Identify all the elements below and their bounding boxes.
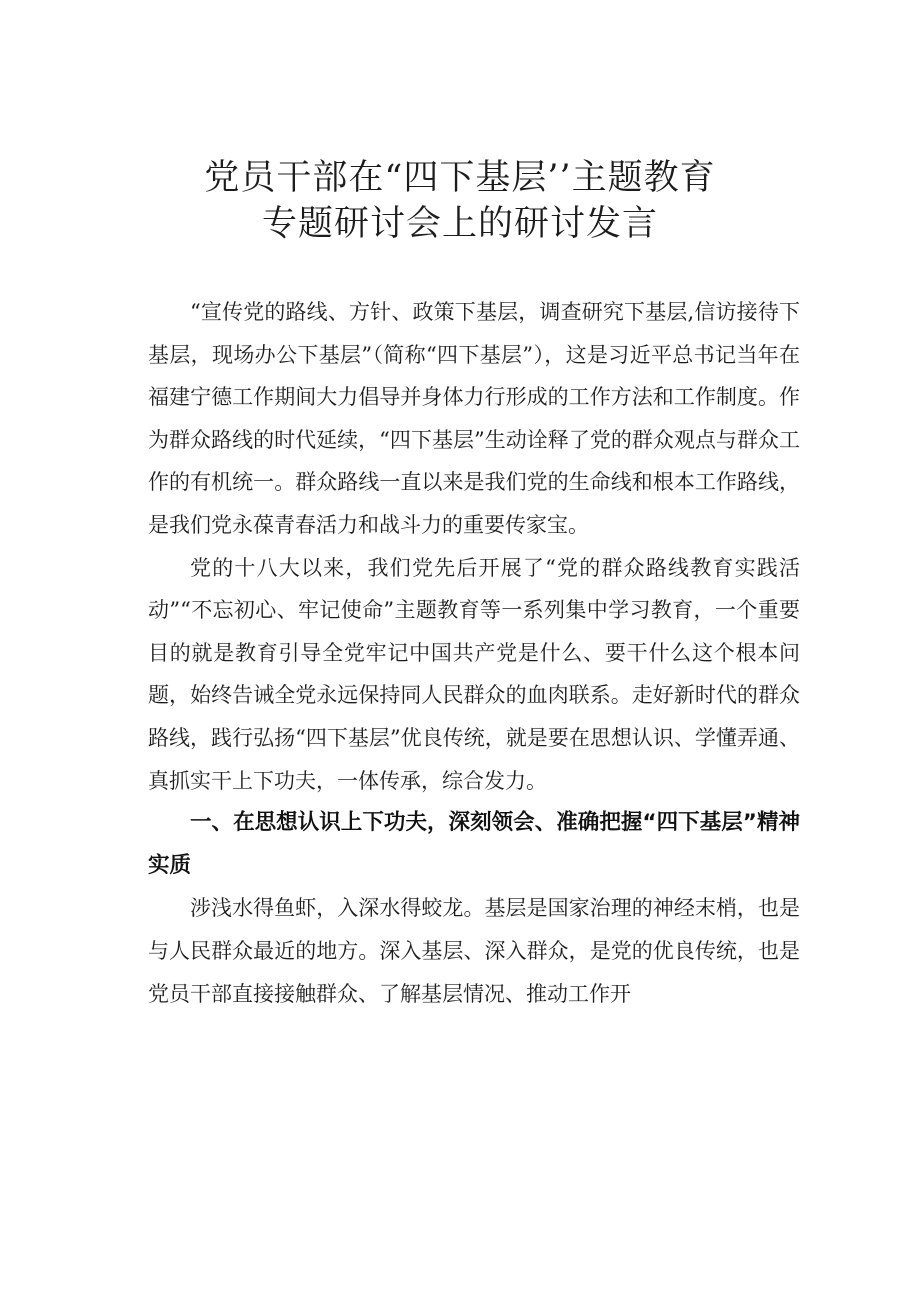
title-line-1: 党员干部在“四下基层’’主题教育 [204,158,716,198]
document-body [148,291,800,1015]
section-paragraph: 涉浅水得鱼虾，入深水得蛟龙。基层是国家治理的神经末梢，也是与人民群众最近的地方。深入基层、深入群众，是党的优良传统，也是党员干部直接接触群众、了解基层情况、推动工作开 [148,896,800,1006]
title-line-2: 专题研讨会上的研讨发言 [261,204,658,244]
body-paragraph-1: “宣传党的路线、方针、政策下基层，调查研究下基层,信访接待下基层，现场办公下基层”（简称“四下基层”），这是习近平总书记当年在福建宁德工作期间大力倡导并身体力行形成的工作方法和工作制度。作为群众路线的时代延续，“四下基层”生动诠释了党的群众观点与群众工作的有机统一。群众路线一直以来是我们党的生命线和根本工作路线，是我们党永葆青春活力和战斗力的重要传家宝。 [148,300,800,537]
section-heading: 一、在思想认识上下功夫，深刻领会、准确把握“四下基层”精神实质 [148,810,800,878]
body-paragraph-2: 党的十八大以来，我们党先后开展了“党的群众路线教育实践活动”“不忘初心、牢记使命”主题教育等一系列集中学习教育，一个重要目的就是教育引导全党牢记中国共产党是什么、要干什么这个根本问题，始终告诫全党永远保持同人民群众的血肉联系。走好新时代的群众路线，践行弘扬“四下基层”优良传统，就是要在思想认识、学懂弄通、真抓实干上下功夫，一体传承，综合发力。 [148,555,800,793]
